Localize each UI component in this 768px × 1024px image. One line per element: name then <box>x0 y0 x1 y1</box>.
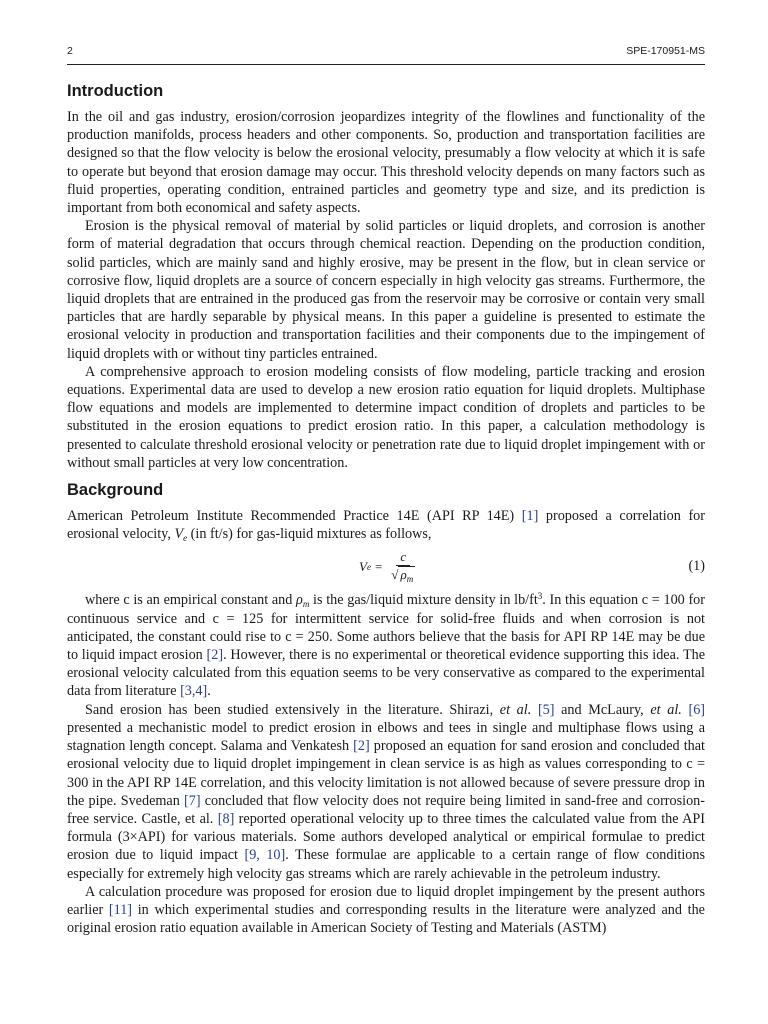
citation-link[interactable]: [7] <box>184 792 201 809</box>
page-number: 2 <box>67 45 73 57</box>
rho-symbol: ρ <box>296 592 303 609</box>
text-span: American Petroleum Institute Recommended Practice 14E (API RP 14E) <box>67 508 522 525</box>
citation-link[interactable]: [2] <box>353 738 370 755</box>
variable-subscript: e <box>183 533 188 544</box>
equation-number: (1) <box>688 558 705 575</box>
intro-paragraph-3: A comprehensive approach to erosion modeling consists of flow modeling, particle tracking and erosion equations. Experimental data are used to develop a new erosion ratio equation for liquid droplets. Multiphase flow equations and models are implemented to determine impact condition of droplets and particles to be substituted in the erosion equations to predict erosion ratio. In this paper, a calculation methodology is presented to calculate threshold erosional velocity or penetration rate due to liquid droplet impingement with or without small particles at very low concentration. <box>67 363 705 471</box>
text-span: proposed an equation for sand erosion and concluded that erosional velocity due to liquid droplet impingement in clean service is as high as values corresponding to c = 300 in the API RP 14E correlation, and this velocity limitation is not allowed because of severe pressure drop in the pipe. Svedeman <box>67 738 705 809</box>
text-span: and McLaury, <box>554 701 651 718</box>
text-span: Sand erosion has been studied extensively in the literature. Shirazi, <box>85 701 500 718</box>
equation-denominator <box>391 566 415 584</box>
radicand-sub: m <box>406 574 414 585</box>
equation-fraction <box>391 549 415 584</box>
text-span: . In this equation c = 100 for continuous service and c = 125 for intermittent service for solid-free fluids and when corrosion is not anticipated, the constant could rise to c = 250. Some authors believe that the basis for API RP 14E may be due to liquid impact erosion <box>67 592 706 664</box>
text-span: . However, there is no experimental or theoretical evidence supporting this idea. The erosional velocity calculated from this equation seems to be very conservative as compared to the experimental data from literature <box>67 647 705 700</box>
equation-radicand <box>398 566 415 585</box>
citation-link[interactable]: [3,4] <box>180 683 208 700</box>
paper-id: SPE-170951-MS <box>626 45 705 57</box>
background-heading: Background <box>67 481 164 500</box>
citation-link[interactable]: [5] <box>537 701 555 718</box>
variable-v: V <box>174 526 184 543</box>
text-span: presented a mechanistic model to predict erosion in elbows and tees in single and multiphase flows using a stagnation length concept. Salama and Venkatesh <box>67 719 705 755</box>
et-al: et al. <box>499 701 532 718</box>
background-paragraph-2 <box>67 591 705 700</box>
page-header <box>67 42 705 65</box>
equation-lhs: V <box>359 558 367 574</box>
citation-link[interactable]: [9, 10] <box>244 847 286 864</box>
rho-subscript: m <box>302 599 310 610</box>
text-span: reported operational velocity up to three times the calculated value from the API formula (3×API) for various materials. Some authors developed analytical or empirical formulae to predict erosion due to liquid impact <box>67 810 706 864</box>
citation-link[interactable]: [1] <box>521 508 539 525</box>
background-paragraph-3 <box>67 701 705 883</box>
text-span: in which experimental studies and corresponding results in the literature were analyzed and the original erosion ratio equation available in American Society of Testing and Materials (ASTM) <box>67 901 705 937</box>
sqrt-symbol: √ <box>391 567 399 583</box>
intro-paragraph-1: In the oil and gas industry, erosion/corrosion jeopardizes integrity of the flowlines and functionality of the production manifolds, process headers and other components. So, production and transportation facilities are designed so that the flow velocity is below the erosional velocity, presumably a flow velocity at which it is safe to operate but beyond that erosion damage may occur. This threshold velocity depends on many factors such as fluid properties, operating condition, entrained particles and geometry type and size, and its prediction is important from both economical and safety aspects. <box>67 109 705 217</box>
background-paragraph-4 <box>67 883 705 938</box>
et-al: et al. <box>650 701 682 718</box>
citation-link[interactable]: [2] <box>206 647 224 664</box>
introduction-heading: Introduction <box>67 82 164 100</box>
article-body <box>67 80 705 937</box>
text-span: proposed a correlation for erosional velocity, <box>67 508 705 543</box>
text-span: concluded that flow velocity does not require being limited in sand-free and corrosion-free service. Castle, et al. <box>67 792 706 827</box>
equation-body: V e = $\frac{c}{√ \rho_m}$ <box>359 549 414 585</box>
text-span: (in ft/s) for gas-liquid mixtures as follows, <box>187 526 432 543</box>
citation-link[interactable]: [11] <box>108 901 133 918</box>
equation-equals: = <box>374 558 383 574</box>
superscript: 3 <box>537 591 543 602</box>
rho-symbol: ρ <box>400 567 407 583</box>
equation-1 <box>67 549 705 589</box>
citation-link[interactable]: [8] <box>217 810 235 827</box>
background-paragraph-1 <box>67 507 705 543</box>
text-span: A calculation procedure was proposed for erosion due to liquid droplet impingement by the present authors earlier <box>67 883 705 918</box>
citation-link[interactable]: [6] <box>688 701 706 718</box>
equation-numerator: c <box>396 549 410 566</box>
intro-paragraph-2: Erosion is the physical removal of material by solid particles or liquid droplets, and corrosion is another form of material degradation that occurs through chemical reaction. Depending on the production condition, solid particles, which are mainly sand and highly erosive, may be present in the flow, but in clean service or corrosive flow, liquid droplets are a source of concern especially in high velocity gas streams. Furthermore, the liquid droplets that are entrained in the produced gas from the reservoir may be corrosive or contain very small particles that are hardly separable by physical means. In this paper a guideline is presented to estimate the erosional velocity in production and transportation facilities and their components due to the impingement of liquid droplets with or without tiny particles entrained. <box>67 218 705 362</box>
text-span: is the gas/liquid mixture density in lb/ft <box>309 592 538 609</box>
text-span: where c is an empirical constant and <box>85 592 297 609</box>
text-span: . These formulae are applicable to a certain range of flow conditions especially for extremely high velocity gas streams which are rarely achievable in the petroleum industry. <box>67 847 706 882</box>
text-span: . <box>207 683 211 700</box>
